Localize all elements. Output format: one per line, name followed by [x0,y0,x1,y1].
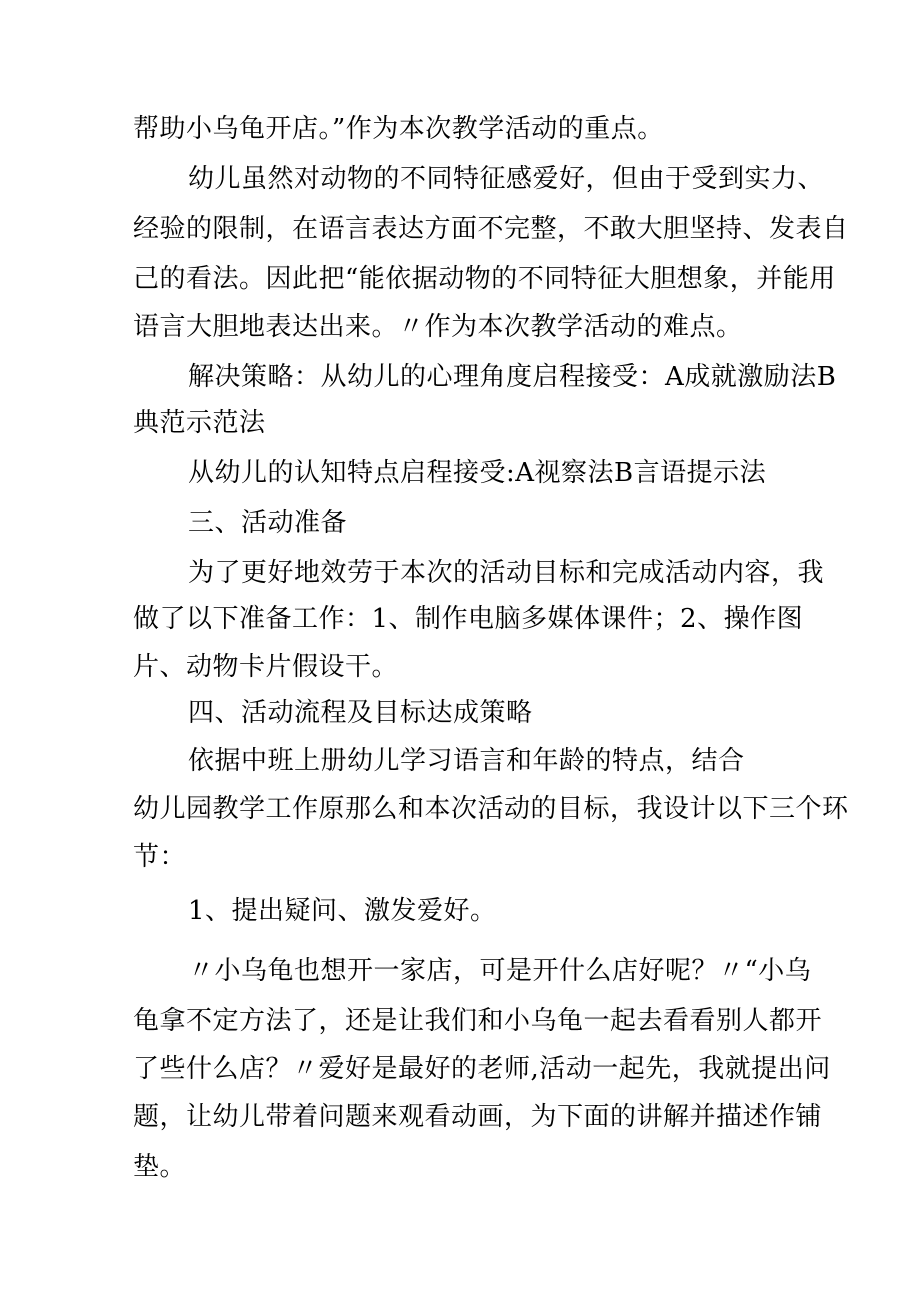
text-line: 经验的限制，在语言表达方面不完整，不敢大胆坚持、发表自 [133,214,849,244]
text-line: 幼儿园教学工作原那么和本次活动的目标，我设计以下三个环 [133,794,849,824]
text-line: 从幼儿的认知特点启程接受:A视察法B言语提示法 [188,458,767,488]
text-line: 了些什么店？〃爱好是最好的老师,活动一起先，我就提出问 [133,1054,831,1084]
text-line: 解决策略：从幼儿的心理角度启程接受：A成就激励法B [188,362,837,392]
section-heading: 四、活动流程及目标达成策略 [188,698,533,728]
text-line: 己的看法。因此把“能依据动物的不同特征大胆想象，并能用 [133,264,836,294]
text-line: 依据中班上册幼儿学习语言和年龄的特点，结合 [188,746,745,776]
subsection-heading: 1、提出疑问、激发爱好。 [188,896,497,926]
text-line: 节： [133,842,187,872]
text-line: 帮助小乌龟开店。”作为本次教学活动的重点。 [133,114,664,144]
text-line: 幼儿虽然对动物的不同特征感爱好，但由于受到实力、 [188,164,825,194]
text-line: 龟拿不定方法了，还是让我们和小乌龟一起去看看别人都开 [133,1006,823,1036]
text-line: 题，让幼儿带着问题来观看动画，为下面的讲解并描述作铺 [133,1102,823,1132]
text-line: 语言大胆地表达出来。〃作为本次教学活动的难点。 [133,312,743,342]
text-line: 做了以下准备工作：1、制作电脑多媒体课件；2、操作图 [133,604,804,634]
text-line: 为了更好地效劳于本次的活动目标和完成活动内容，我 [188,558,825,588]
section-heading: 三、活动准备 [188,508,348,538]
text-line: 典范示范法 [133,408,266,438]
text-line: 片、动物卡片假设干。 [133,652,399,682]
text-line: 〃小乌龟也想开一家店，可是开什么店好呢？〃“小乌 [188,956,812,986]
text-line: 垫。 [133,1152,187,1182]
